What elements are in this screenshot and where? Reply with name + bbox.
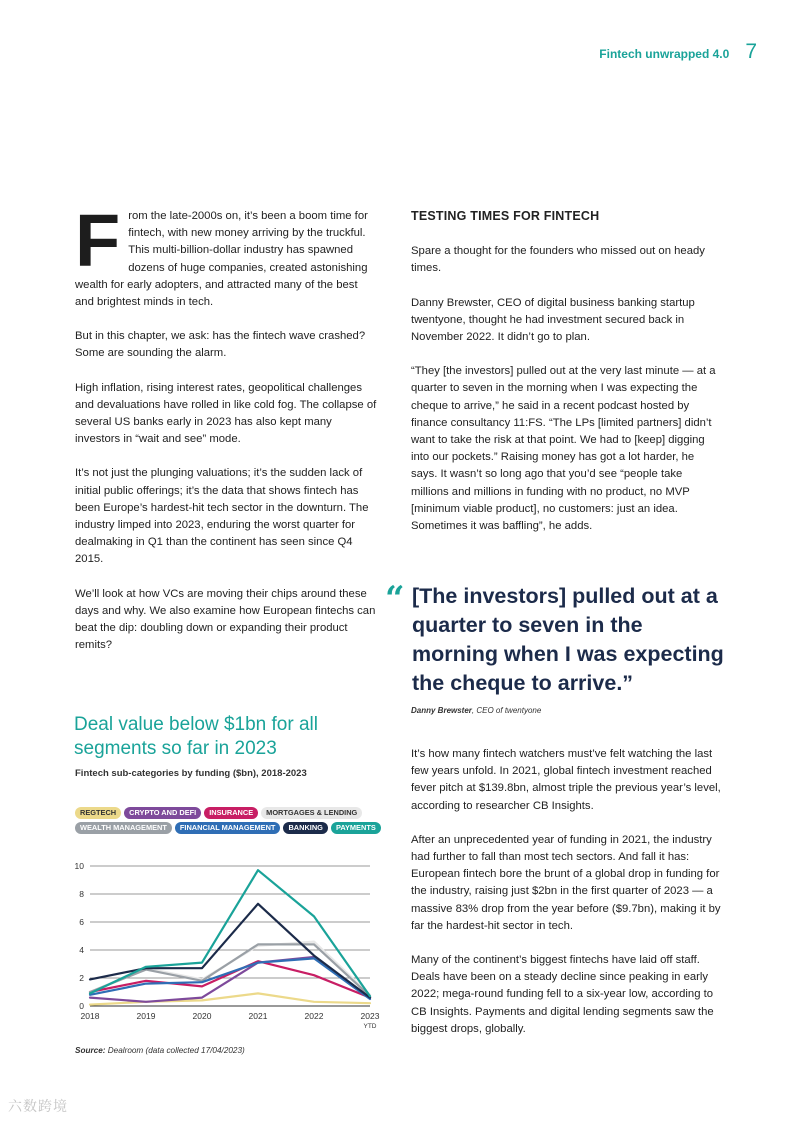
pull-quote bbox=[385, 579, 730, 698]
y-tick-label: 8 bbox=[79, 889, 84, 899]
chart-source bbox=[75, 1046, 245, 1055]
dropcap: F bbox=[75, 199, 121, 282]
series-line-regtech bbox=[90, 993, 370, 1004]
series-line-payments bbox=[90, 870, 370, 996]
chart-legend bbox=[75, 807, 405, 837]
paragraph: Many of the continent’s biggest fintechs have laid off staff. Deals have been on a steady decline since peaking in early 2022; mega-round funding fell to a six-year low, according to CB Insights. Payments and digital lending segments saw the biggest drops, globally. bbox=[411, 954, 714, 1035]
line-chart bbox=[70, 855, 385, 1040]
legend-item-wealth-management: WEALTH MANAGEMENT bbox=[75, 822, 172, 834]
x-tick-label: 2020 bbox=[192, 1011, 212, 1021]
x-tick-label: 2021 bbox=[248, 1011, 268, 1021]
quote-role: , CEO of twentyone bbox=[471, 706, 542, 715]
quote-attribution bbox=[411, 706, 541, 715]
legend-item-financial-management: FINANCIAL MANAGEMENT bbox=[175, 822, 281, 834]
legend-item-crypto-and-defi: CRYPTO AND DEFI bbox=[124, 807, 201, 819]
watermark: 六数跨境 bbox=[8, 1098, 68, 1114]
right-column-continued bbox=[411, 746, 721, 1055]
legend-item-banking: BANKING bbox=[283, 822, 328, 834]
legend-item-payments: PAYMENTS bbox=[331, 822, 381, 834]
legend-item-regtech: REGTECH bbox=[75, 807, 121, 819]
y-tick-label: 4 bbox=[79, 945, 84, 955]
x-tick-note: YTD bbox=[363, 1023, 377, 1030]
series-line-financial-management bbox=[90, 958, 370, 999]
legend-item-mortgages-lending: MORTGAGES & LENDING bbox=[261, 807, 362, 819]
y-tick-label: 2 bbox=[79, 973, 84, 983]
chart-title: Deal value below $1bn for all segments so far in 2023 bbox=[74, 714, 318, 759]
quote-author: Danny Brewster bbox=[411, 706, 472, 715]
x-tick-label: 2019 bbox=[136, 1011, 156, 1021]
paragraph: After an unprecedented year of funding in 2021, the industry had further to fall than most tech sectors. And fall it has: European fintech bore the brunt of a global drop in funding for the industry, raising just $2bn in the first quarter of 2023 — a massive 83% drop from the year before ($9.7bn), making it by far the hardest-hit sector in tech. bbox=[411, 833, 721, 932]
x-tick-label: 2023 bbox=[360, 1011, 380, 1021]
y-tick-label: 6 bbox=[79, 917, 84, 927]
intro-text: rom the late-2000s on, it’s been a boom time for fintech, with new money arriving by the truckful. This multi-billion-dollar industry has spawned dozens of huge companies, created astonishing wealth for early adopters, and attracted many of the best and brightest minds in tech. bbox=[75, 210, 368, 309]
x-tick-label: 2022 bbox=[304, 1011, 324, 1021]
paragraph: Spare a thought for the founders who missed out on heady times. bbox=[411, 245, 705, 275]
paragraph: High inflation, rising interest rates, geopolitical challenges and devaluations have rolled in like cold fog. The collapse of several US banks early in 2023 has also kept many investors in “wait and see” mode. bbox=[75, 381, 377, 446]
paragraph: It’s not just the plunging valuations; it’s the sudden lack of initial public offerings; it’s the data that shows fintech has been Europe’s hardest-hit tech sector in the downturn. The industry limped into 2023, enduring the worst quarter for dealmaking in Q1 than the continent has seen since Q4 2015. bbox=[75, 467, 369, 566]
section-title: TESTING TIMES FOR FINTECH bbox=[411, 209, 600, 223]
legend-row bbox=[75, 807, 405, 819]
paragraph: It’s how many fintech watchers must’ve felt watching the last few years unfold. In 2021, global fintech investment reached fever pitch at $139.8bn, almost triple the previous year’s level, according to researcher CB Insights. bbox=[411, 748, 721, 812]
chart-subtitle: Fintech sub-categories by funding ($bn), 2018-2023 bbox=[75, 768, 307, 779]
y-tick-label: 10 bbox=[74, 861, 84, 871]
right-column bbox=[411, 208, 721, 552]
page-header bbox=[599, 40, 757, 64]
quote-text: [The investors] pulled out at a quarter to seven in the morning when I was expecting the cheque to arrive.” bbox=[412, 584, 724, 695]
legend-row bbox=[75, 822, 405, 834]
source-text: Dealroom (data collected 17/04/2023) bbox=[105, 1046, 245, 1055]
paragraph: Danny Brewster, CEO of digital business banking startup twentyone, thought he had investment secured back in November 2022. It didn’t go to plan. bbox=[411, 296, 695, 344]
publication-title: Fintech unwrapped 4.0 bbox=[599, 47, 730, 61]
quote-mark-icon: “ bbox=[385, 579, 405, 619]
paragraph: “They [the investors] pulled out at the very last minute — at a quarter to seven in the morning when I was expecting the cheque to arrive,” he said in a recent podcast hosted by finance consultancy 11:FS. “The LPs [limited partners] didn’t want to take the risk at that point. We had to [keep] digging into our pockets.” Raising money has got a lot harder, he says. It wasn’t so long ago that you’d see “people take millions and millions in funding with no product, no MVP [minimum viable product], no customers: just an idea. Sometimes it was baffling”, he adds. bbox=[411, 365, 716, 533]
left-column bbox=[75, 199, 377, 671]
x-tick-label: 2018 bbox=[80, 1011, 100, 1021]
y-tick-label: 0 bbox=[79, 1001, 84, 1011]
page-number: 7 bbox=[745, 40, 757, 63]
paragraph: We’ll look at how VCs are moving their chips around these days and why. We also examine how European fintechs can beat the dip: doubling down or expanding their product remits? bbox=[75, 587, 376, 652]
intro-paragraph bbox=[75, 199, 377, 311]
legend-item-insurance: INSURANCE bbox=[204, 807, 258, 819]
source-label: Source: bbox=[75, 1046, 106, 1055]
paragraph: But in this chapter, we ask: has the fintech wave crashed? Some are sounding the alarm. bbox=[75, 330, 366, 360]
